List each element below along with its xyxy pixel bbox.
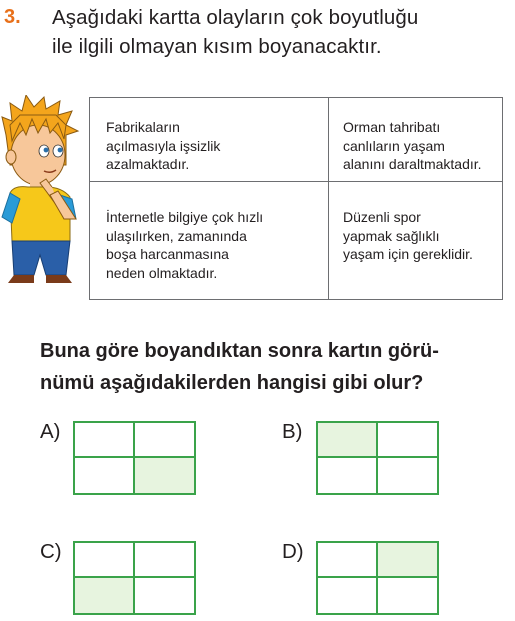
- grid-cell: [135, 578, 195, 613]
- prompt-line-1: Buna göre boyandıktan sonra kartın görü-: [40, 340, 439, 362]
- card-text-line: açılmasıyla işsizlik: [106, 137, 221, 154]
- grid-cell: [318, 458, 378, 493]
- grid-cell: [378, 423, 438, 458]
- card-text-line: canlıların yaşam: [343, 137, 445, 154]
- grid-cell: [318, 543, 378, 578]
- card-text-line: yapmak sağlıklı: [343, 227, 440, 244]
- grid-cell: [75, 543, 135, 578]
- question-line-2: ile ilgili olmayan kısım boyanacaktır.: [52, 35, 382, 58]
- option-d-grid[interactable]: [316, 541, 439, 615]
- card-text-line: İnternetle bilgiye çok hızlı: [106, 209, 264, 225]
- card-text-line: boşa harcanmasına: [106, 246, 229, 262]
- grid-cell: [75, 458, 135, 493]
- thinking-boy-illustration: [0, 95, 82, 287]
- card-text-line: ulaşılırken, zamanında: [106, 227, 247, 244]
- grid-cell: [318, 578, 378, 613]
- grid-cell: [378, 458, 438, 493]
- grid-cell-shaded: [75, 578, 135, 613]
- option-b-label[interactable]: B): [282, 420, 303, 443]
- option-c-label[interactable]: C): [40, 540, 62, 563]
- question-number: 3.: [4, 6, 21, 28]
- card-text-line: Orman tahribatı: [343, 119, 441, 135]
- question-line-1: Aşağıdaki kartta olayların çok boyutluğu: [52, 6, 419, 29]
- grid-cell-shaded: [135, 458, 195, 493]
- card-cell-bottom-right: [329, 182, 503, 300]
- card-text-line: Düzenli spor: [343, 209, 421, 225]
- option-a-grid[interactable]: [73, 421, 196, 495]
- grid-cell: [378, 578, 438, 613]
- card-cell-top-right: [329, 98, 503, 182]
- option-b-grid[interactable]: [316, 421, 439, 495]
- option-a-label[interactable]: A): [40, 420, 61, 443]
- grid-cell: [75, 423, 135, 458]
- option-d-label[interactable]: D): [282, 540, 304, 563]
- prompt-line-2: nümü aşağıdakilerden hangisi gibi olur?: [40, 372, 424, 394]
- card-text-line: yaşam için gereklidir.: [343, 246, 473, 262]
- grid-cell: [135, 543, 195, 578]
- card-text-line: alanını daraltmaktadır.: [343, 156, 482, 172]
- grid-cell-shaded: [318, 423, 378, 458]
- card-text-line: Fabrikaların: [106, 119, 180, 135]
- card-text-line: neden olmaktadır.: [106, 264, 218, 281]
- grid-cell-shaded: [378, 543, 438, 578]
- event-card-table: [89, 97, 503, 300]
- question-prompt: [40, 335, 510, 399]
- card-cell-top-left: [90, 98, 329, 182]
- grid-cell: [135, 423, 195, 458]
- card-text-line: azalmaktadır.: [106, 156, 190, 172]
- card-cell-bottom-left: [90, 182, 329, 300]
- option-c-grid[interactable]: [73, 541, 196, 615]
